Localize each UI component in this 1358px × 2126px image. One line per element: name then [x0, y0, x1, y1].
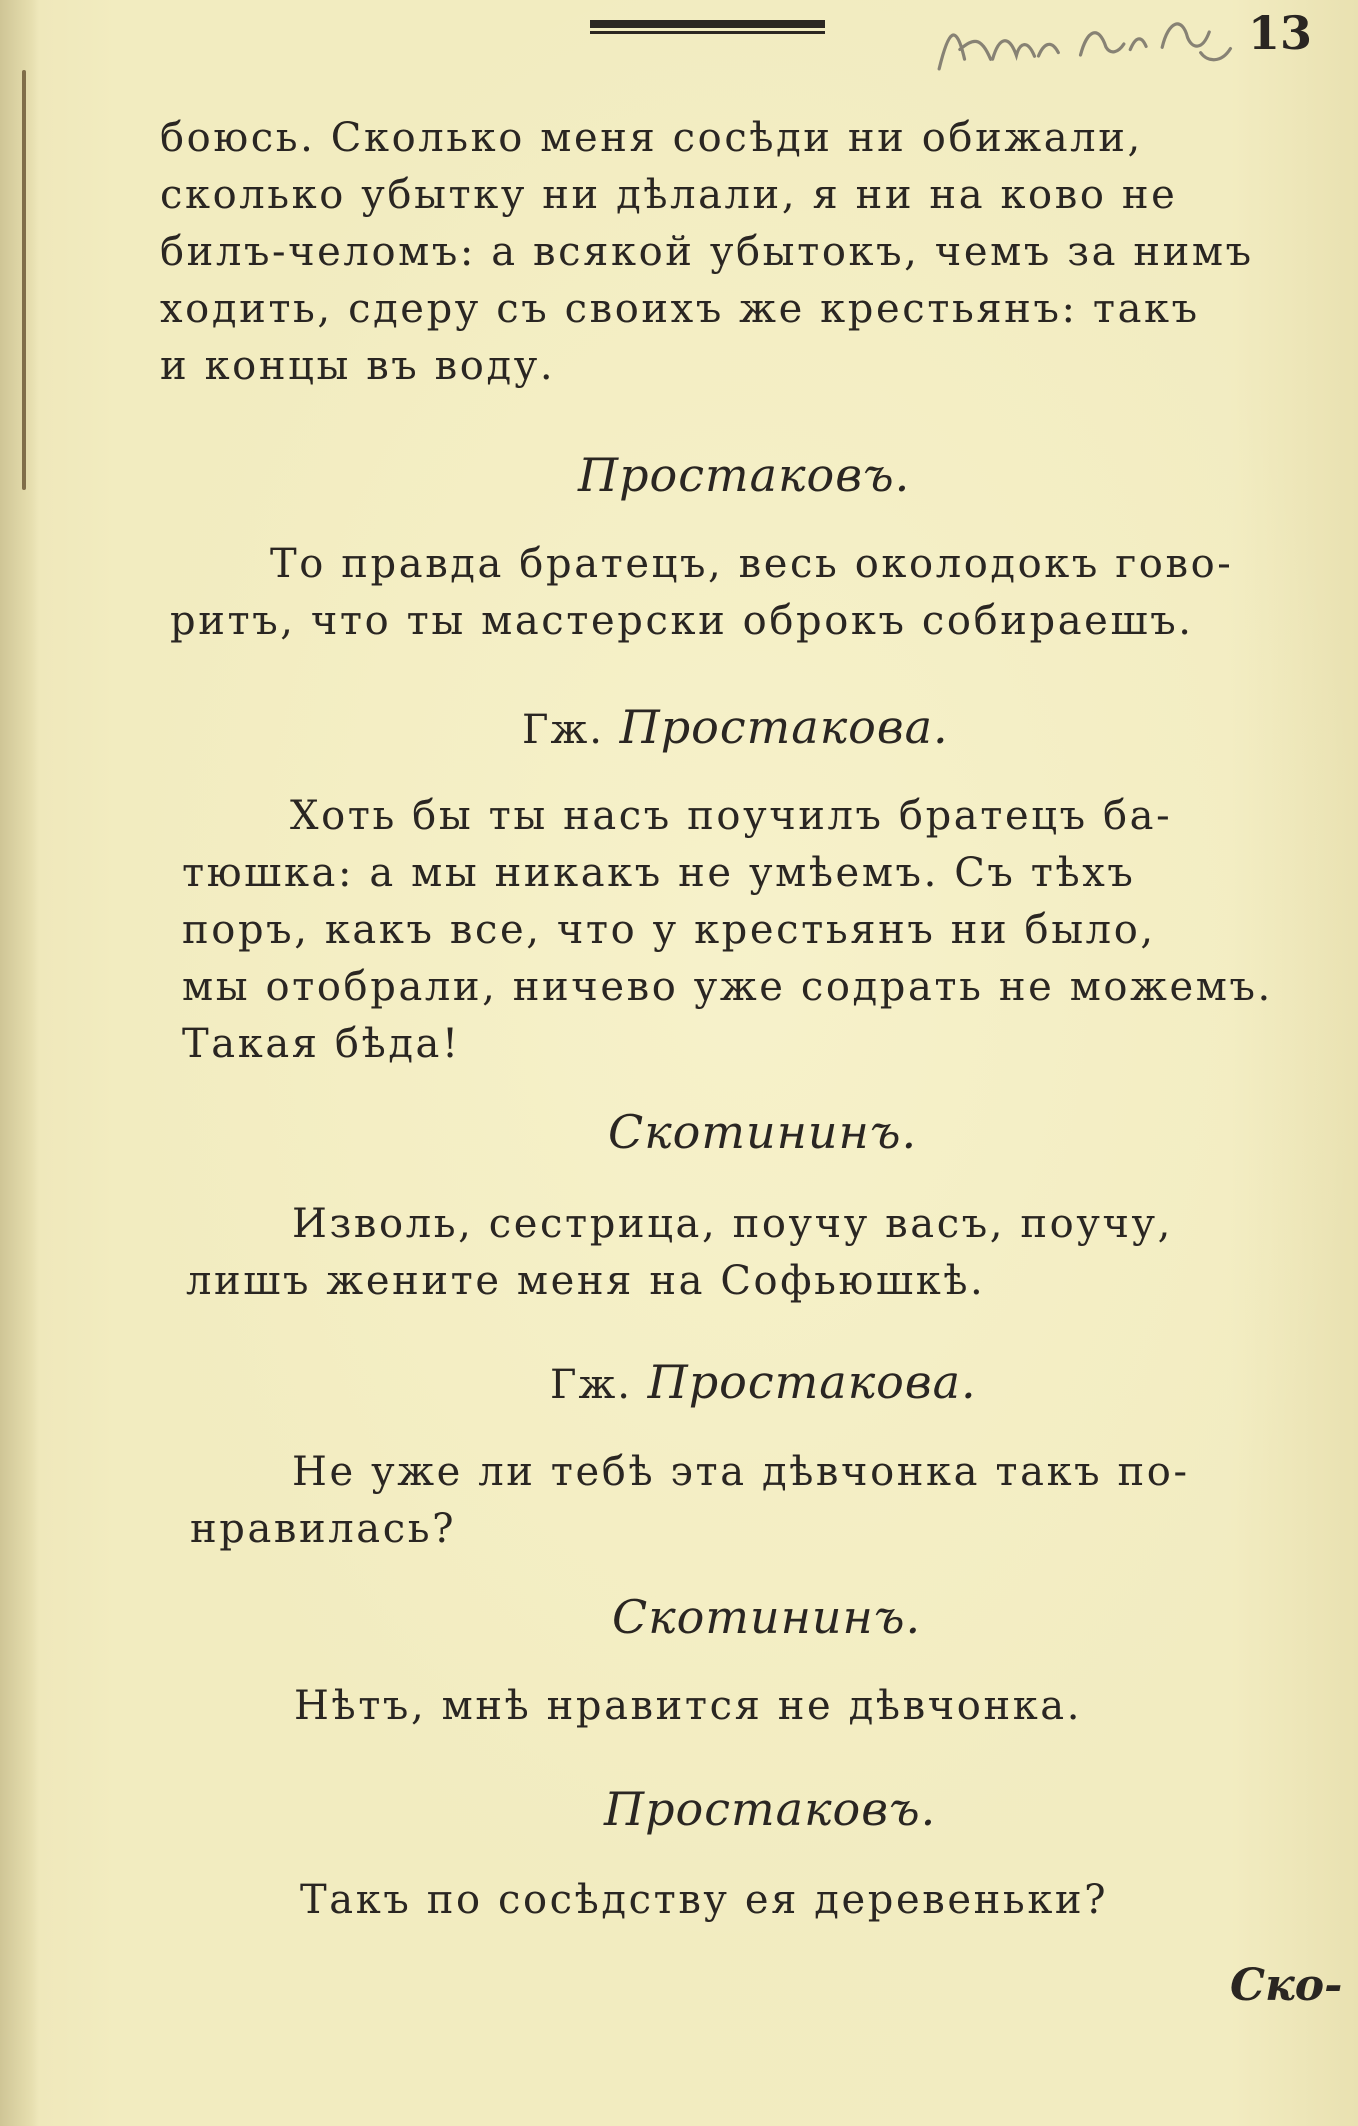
speaker-title: Гж. [522, 707, 604, 753]
speaker-name: Простакова. [619, 700, 949, 754]
speaker-heading [612, 1590, 921, 1644]
text-line: билъ-челомъ: а всякой убытокъ, чемъ за нимъ [160, 229, 1254, 275]
signature-scribble [927, 0, 1262, 91]
speaker-heading [550, 1355, 977, 1409]
speaker-heading [578, 448, 910, 502]
handwritten-signature [927, 0, 1263, 105]
speaker-name: Скотининъ. [612, 1590, 922, 1644]
text-line: Такъ по сосѣдству ея деревеньки? [300, 1877, 1109, 1923]
header-rule-thick [590, 20, 825, 28]
text-line: То правда братецъ, весь околодокъ гово- [270, 541, 1234, 587]
text-line: Изволь, сестрица, поучу васъ, поучу, [292, 1201, 1173, 1247]
text-line: Нѣтъ, мнѣ нравится не дѣвчонка. [294, 1683, 1083, 1729]
text-line: сколько убытку ни дѣлали, я ни на ково не [160, 172, 1178, 218]
text-line: ритъ, что ты мастерски оброкъ собираешъ. [170, 598, 1194, 644]
speaker-title: Гж. [550, 1362, 632, 1408]
speaker-name: Простаковъ. [578, 448, 911, 502]
header-rule-thin [590, 31, 825, 34]
page-number: 13 [1248, 6, 1313, 60]
speaker-name: Простакова. [647, 1355, 977, 1409]
text-line: ходить, сдеру съ своихъ же крестьянъ: такъ [160, 286, 1200, 332]
text-line: лишъ жените меня на Софьюшкѣ. [186, 1258, 986, 1304]
text-line: боюсь. Сколько меня сосѣди ни обижали, [160, 115, 1143, 161]
speaker-name: Скотининъ. [608, 1105, 918, 1159]
header-rule [590, 20, 825, 35]
text-line: тюшка: а мы никакъ не умѣемъ. Съ тѣхъ [182, 850, 1136, 896]
spine-ink-mark [22, 70, 26, 490]
text-line: Не уже ли тебѣ эта дѣвчонка такъ по- [292, 1449, 1190, 1495]
catchword: Ско- [1230, 1960, 1343, 2011]
page-spine-shadow [0, 0, 38, 2126]
text-line: и концы въ воду. [160, 343, 556, 389]
text-line: нравилась? [190, 1506, 457, 1552]
speaker-heading [522, 700, 949, 754]
speaker-name: Простаковъ. [604, 1782, 937, 1836]
text-line: поръ, какъ все, что у крестьянъ ни было, [182, 907, 1156, 953]
text-line: Хоть бы ты насъ поучилъ братецъ ба- [290, 793, 1173, 839]
speaker-heading [604, 1782, 936, 1836]
text-line: Такая бѣда! [182, 1021, 461, 1067]
text-line: мы отобрали, ничево уже содрать не можемъ. [182, 964, 1273, 1010]
speaker-heading [608, 1105, 917, 1159]
